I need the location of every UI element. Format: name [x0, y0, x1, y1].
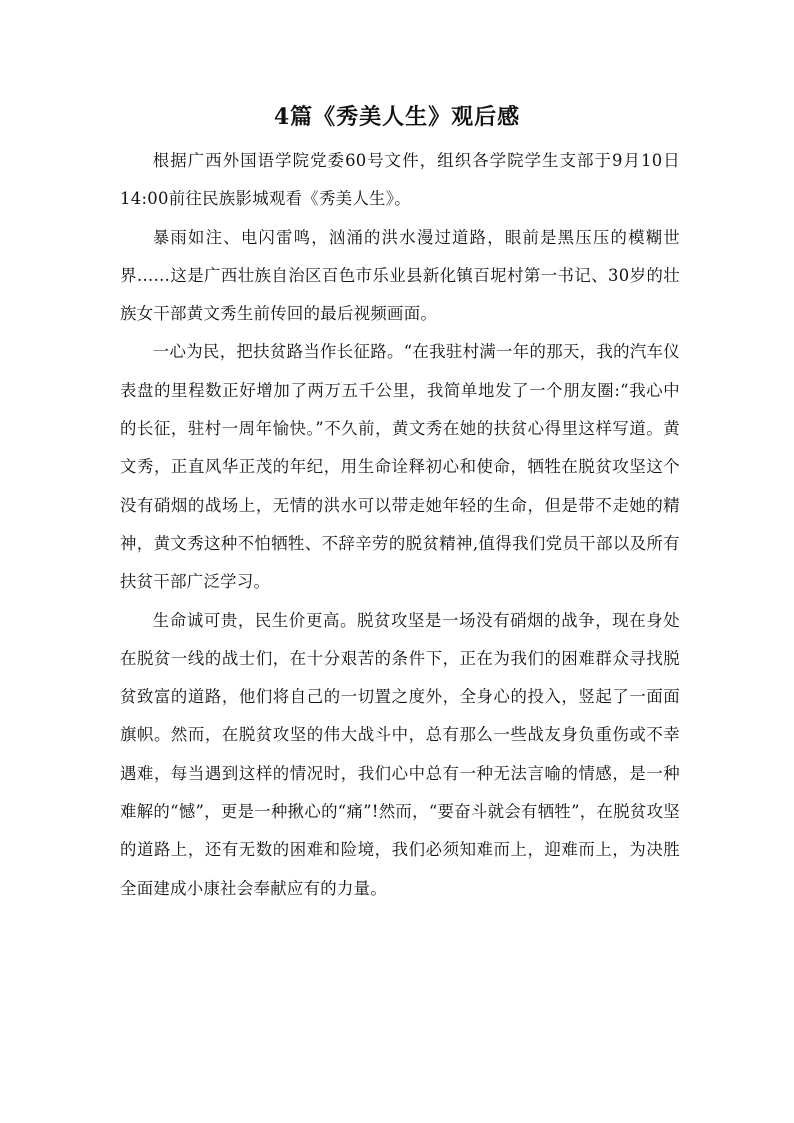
document-body	[120, 142, 680, 908]
paragraph-long-march: 一心为民，把扶贫路当作长征路。“在我驻村满一年的那天，我的汽车仪表盘的里程数正好增加了两万五千公里，我简单地发了一个朋友圈:“我心中的长征，驻村一周年愉快。”不久前，黄文秀在她的扶贫心得里这样写道。黄文秀，正直风华正茂的年纪，用生命诠释初心和使命，牺牲在脱贫攻坚这个没有硝烟的战场上，无情的洪水可以带走她年轻的生命，但是带不走她的精神，黄文秀这种不怕牺牲、不辞辛劳的脱贫精神,值得我们党员干部以及所有扶贫干部广泛学习。	[120, 342, 680, 592]
paragraph-sacrifice: 生命诚可贵，民生价更高。脱贫攻坚是一场没有硝烟的战争，现在身处在脱贫一线的战士们，在十分艰苦的条件下，正在为我们的困难群众寻找脱贫致富的道路，他们将自己的一切置之度外，全身心的投入，竖起了一面面旗帜。然而，在脱贫攻坚的伟大战斗中，总有那么一些战友身负重伤或不幸遇难，每当遇到这样的情况时，我们心中总有一种无法言喻的情感，是一种难解的“憾”，更是一种揪心的“痛”!然而，“要奋斗就会有牺牲”，在脱贫攻坚的道路上，还有无数的困难和险境，我们必须知难而上，迎难而上，为决胜全面建成小康社会奉献应有的力量。	[120, 610, 680, 898]
paragraph-intro: 根据广西外国语学院党委60号文件，组织各学院学生支部于9月10日14:00前往民族影城观看《秀美人生》。	[120, 151, 680, 209]
paragraph-storm-scene: 暴雨如注、电闪雷鸣，汹涌的洪水漫过道路，眼前是黑压压的模糊世界……这是广西壮族自治区百色市乐业县新化镇百坭村第一书记、30岁的壮族女干部黄文秀生前传回的最后视频画面。	[120, 227, 680, 324]
document-title: 4篇《秀美人生》观后感	[273, 104, 521, 130]
